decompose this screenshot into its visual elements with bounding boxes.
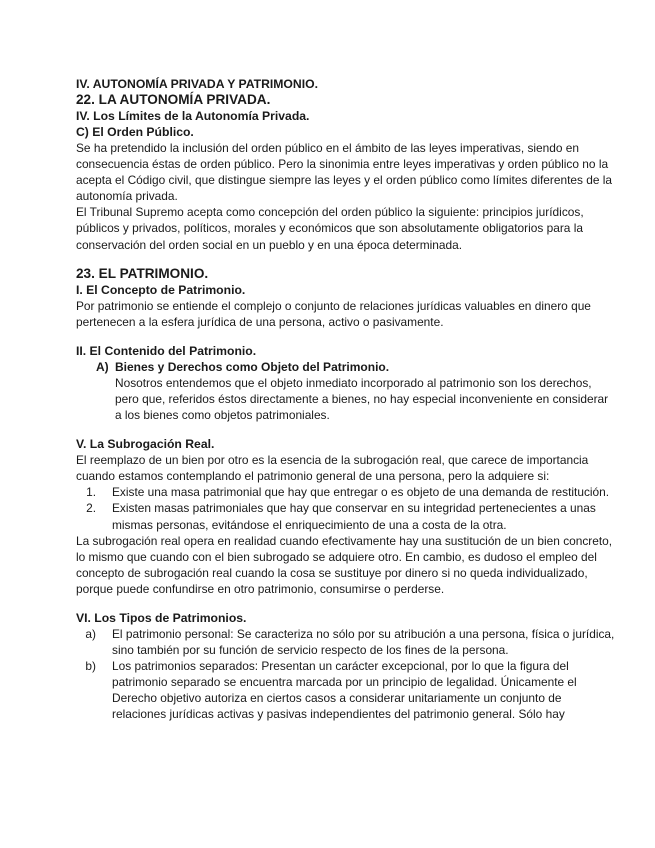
subrogacion-list (76, 484, 615, 532)
list-item-letter: a) (85, 626, 96, 641)
heading-concepto: I. El Concepto de Patrimonio. (76, 282, 246, 297)
list-marker: A) (96, 359, 109, 374)
heading-contenido: II. El Contenido del Patrimonio. (76, 343, 257, 358)
heading-orden-publico: C) El Orden Público. (76, 125, 194, 139)
list-item (76, 626, 615, 658)
subheading-bienes-derechos (76, 359, 615, 375)
list-item (76, 500, 615, 532)
subheading-text: Bienes y Derechos como Objeto del Patrimonio. (115, 359, 390, 374)
tipos-list (76, 626, 615, 723)
heading-autonomia-patrimonio: IV. AUTONOMÍA PRIVADA Y PATRIMONIO. (76, 77, 318, 91)
heading-autonomia-privada: 22. LA AUTONOMÍA PRIVADA. (76, 92, 271, 107)
list-item-number: 2. (86, 501, 96, 516)
paragraph-concepto: Por patrimonio se entiende el complejo o conjunto de relaciones jurídicas valuables en dinero que pertenecen a la esfera jurídica de una persona, activo o pasivamente. (76, 298, 591, 329)
list-item-text: Existe una masa patrimonial que hay que entregar o es objeto de una demanda de restitución. (112, 485, 610, 500)
heading-subrogacion: V. La Subrogación Real. (76, 437, 215, 452)
list-item-text: El patrimonio personal: Se caracteriza no sólo por su atribución a una persona, física o jurídica, sino también por su función de servicio respecto de los fines de la persona. (112, 626, 615, 658)
list-item (76, 658, 615, 722)
paragraph-subrogacion-1: El reemplazo de un bien por otro es la esencia de la subrogación real, que carece de importancia cuando estamos contemplando el patrimonio general de una persona, pero la adquiere si: (76, 453, 589, 484)
heading-limites: IV. Los Límites de la Autonomía Privada. (76, 109, 310, 123)
list-item (76, 484, 615, 500)
paragraph-bienes: Nosotros entendemos que el objeto inmediato incorporado al patrimonio son los derechos, pero que, referidos éstos directamente a bienes, no hay especial inconveniente en considerar a los bienes como objetos patrimoniales. (115, 375, 609, 423)
paragraph-subrogacion-2: La subrogación real opera en realidad cuando efectivamente hay una sustitución de un bien concreto, lo mismo que cuando con el bien subrogado se adquiere otro. En cambio, es dudoso el empleo del concepto de subrogación real cuando la cosa se sustituye por dinero si no queda individualizado, porque puede confundirse en otro patrimonio, consumirse o perderse. (76, 533, 613, 596)
list-item-text: Los patrimonios separados: Presentan un carácter excepcional, por lo que la figura del patrimonio separado se encuentra marcada por un principio de legalidad. Únicamente el Derecho objetivo autoriza en ciertos casos a considerar unitariamente un conjunto de relaciones jurídicas activas y pasivas independientes del patrimonio general. Sólo hay (112, 659, 577, 722)
paragraph-orden-publico-2: El Tribunal Supremo acepta como concepción del orden público la siguiente: principios jurídicos, públicos y privados, políticos, morales y económicos que son absolutamente obligatorios para la conservación del orden social en un pueblo y en una época determinada. (76, 205, 584, 252)
list-item-text: Existen masas patrimoniales que hay que conservar en su integridad pertenecientes a unas mismas personas, evitándose el enriquecimiento de una a costa de la otra. (112, 501, 596, 532)
list-item-letter: b) (85, 659, 96, 674)
list-item-number: 1. (86, 485, 96, 500)
paragraph-orden-publico-1: Se ha pretendido la inclusión del orden público en el ámbito de las leyes imperativas, siendo en consecuencia éstas de orden público. Pero la sinonimia entre leyes imperativas y orden público no la acepta el Código civil, que distingue siempre las leyes y el orden público como límites diferentes de la autonomía privada. (76, 141, 613, 204)
heading-patrimonio: 23. EL PATRIMONIO. (76, 265, 209, 281)
heading-tipos: VI. Los Tipos de Patrimonios. (76, 610, 247, 625)
